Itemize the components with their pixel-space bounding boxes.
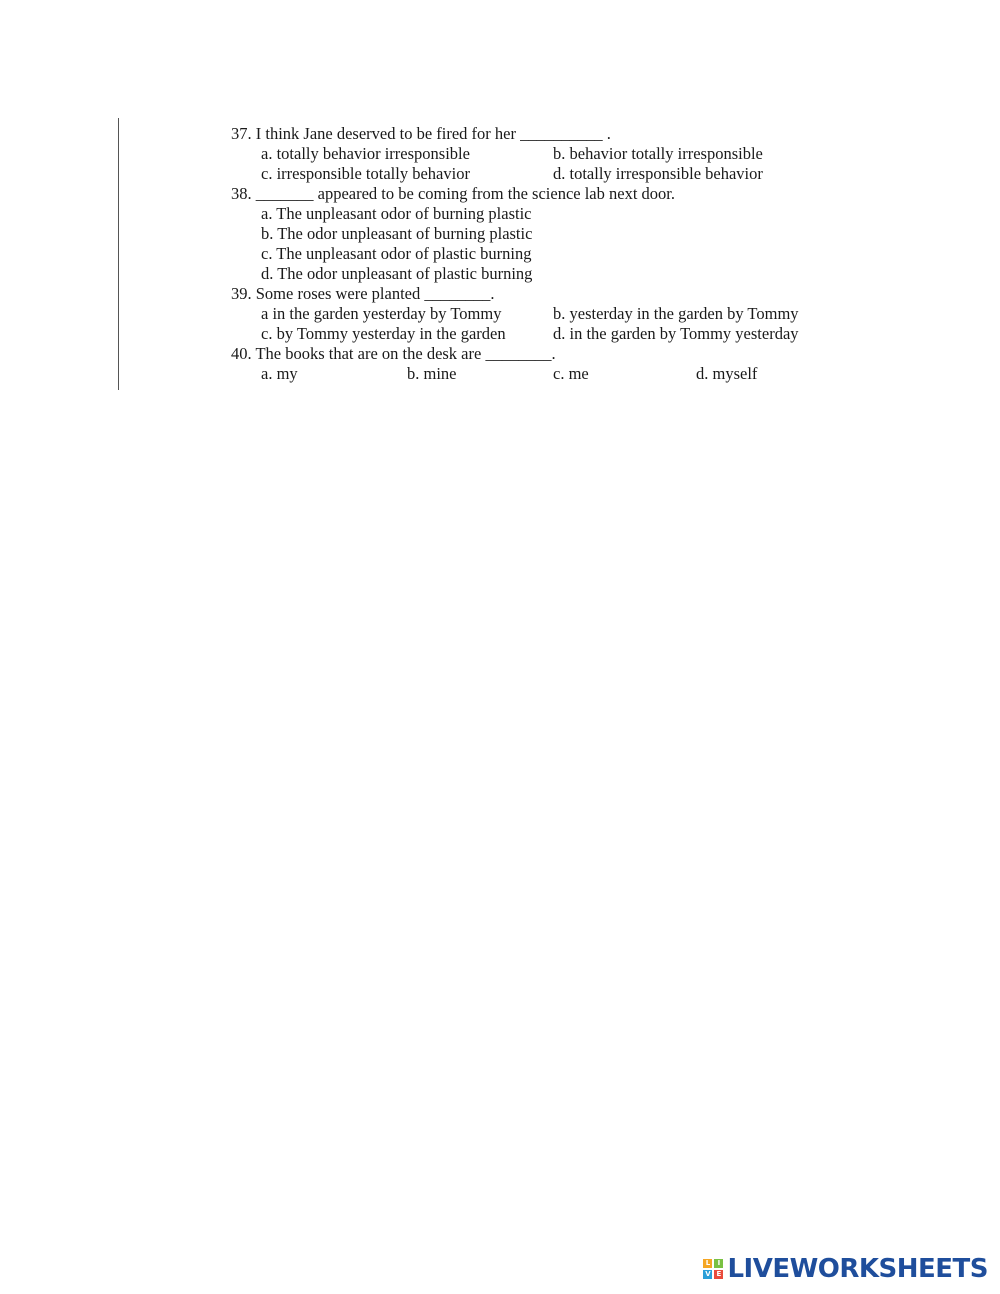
- question-stem: 37. I think Jane deserved to be fired for her __________ .: [231, 124, 611, 143]
- option-d[interactable]: d. in the garden by Tommy yesterday: [553, 324, 799, 343]
- option-d[interactable]: d. The odor unpleasant of plastic burning: [261, 264, 533, 283]
- option-c[interactable]: c. me: [553, 364, 589, 383]
- option-b[interactable]: b. The odor unpleasant of burning plastic: [261, 224, 533, 243]
- worksheet: [231, 124, 851, 384]
- option-c[interactable]: c. by Tommy yesterday in the garden: [261, 324, 506, 343]
- option-a[interactable]: a. totally behavior irresponsible: [261, 144, 470, 163]
- brand-name: LIVEWORKSHEETS: [727, 1254, 988, 1284]
- question-40: [231, 344, 851, 384]
- option-d[interactable]: d. myself: [696, 364, 758, 383]
- logo-square-l: L: [703, 1259, 712, 1268]
- margin-rule: [118, 118, 119, 390]
- option-c[interactable]: c. The unpleasant odor of plastic burning: [261, 244, 532, 263]
- logo-square-e: E: [714, 1270, 723, 1279]
- option-a[interactable]: a. my: [261, 364, 298, 383]
- logo-square-i: I: [714, 1259, 723, 1268]
- options-list: [231, 204, 851, 284]
- options-list: [231, 304, 851, 344]
- question-38: [231, 184, 851, 284]
- option-b[interactable]: b. behavior totally irresponsible: [553, 144, 763, 163]
- logo-square-v: V: [705, 1270, 711, 1278]
- question-stem: 40. The books that are on the desk are ________.: [231, 344, 556, 363]
- option-a[interactable]: a in the garden yesterday by Tommy: [261, 304, 502, 323]
- option-a[interactable]: a. The unpleasant odor of burning plastic: [261, 204, 532, 223]
- question-37: [231, 124, 851, 184]
- question-stem: 39. Some roses were planted ________.: [231, 284, 495, 303]
- options-list: [231, 144, 851, 184]
- liveworksheets-logo[interactable]: [703, 1254, 988, 1284]
- options-list: [231, 364, 851, 384]
- liveworksheets-logo-icon: [703, 1259, 723, 1279]
- option-b[interactable]: b. mine: [407, 364, 457, 383]
- question-39: [231, 284, 851, 344]
- option-b[interactable]: b. yesterday in the garden by Tommy: [553, 304, 799, 323]
- option-d[interactable]: d. totally irresponsible behavior: [553, 164, 763, 183]
- option-c[interactable]: c. irresponsible totally behavior: [261, 164, 470, 183]
- question-stem: 38. _______ appeared to be coming from the science lab next door.: [231, 184, 675, 203]
